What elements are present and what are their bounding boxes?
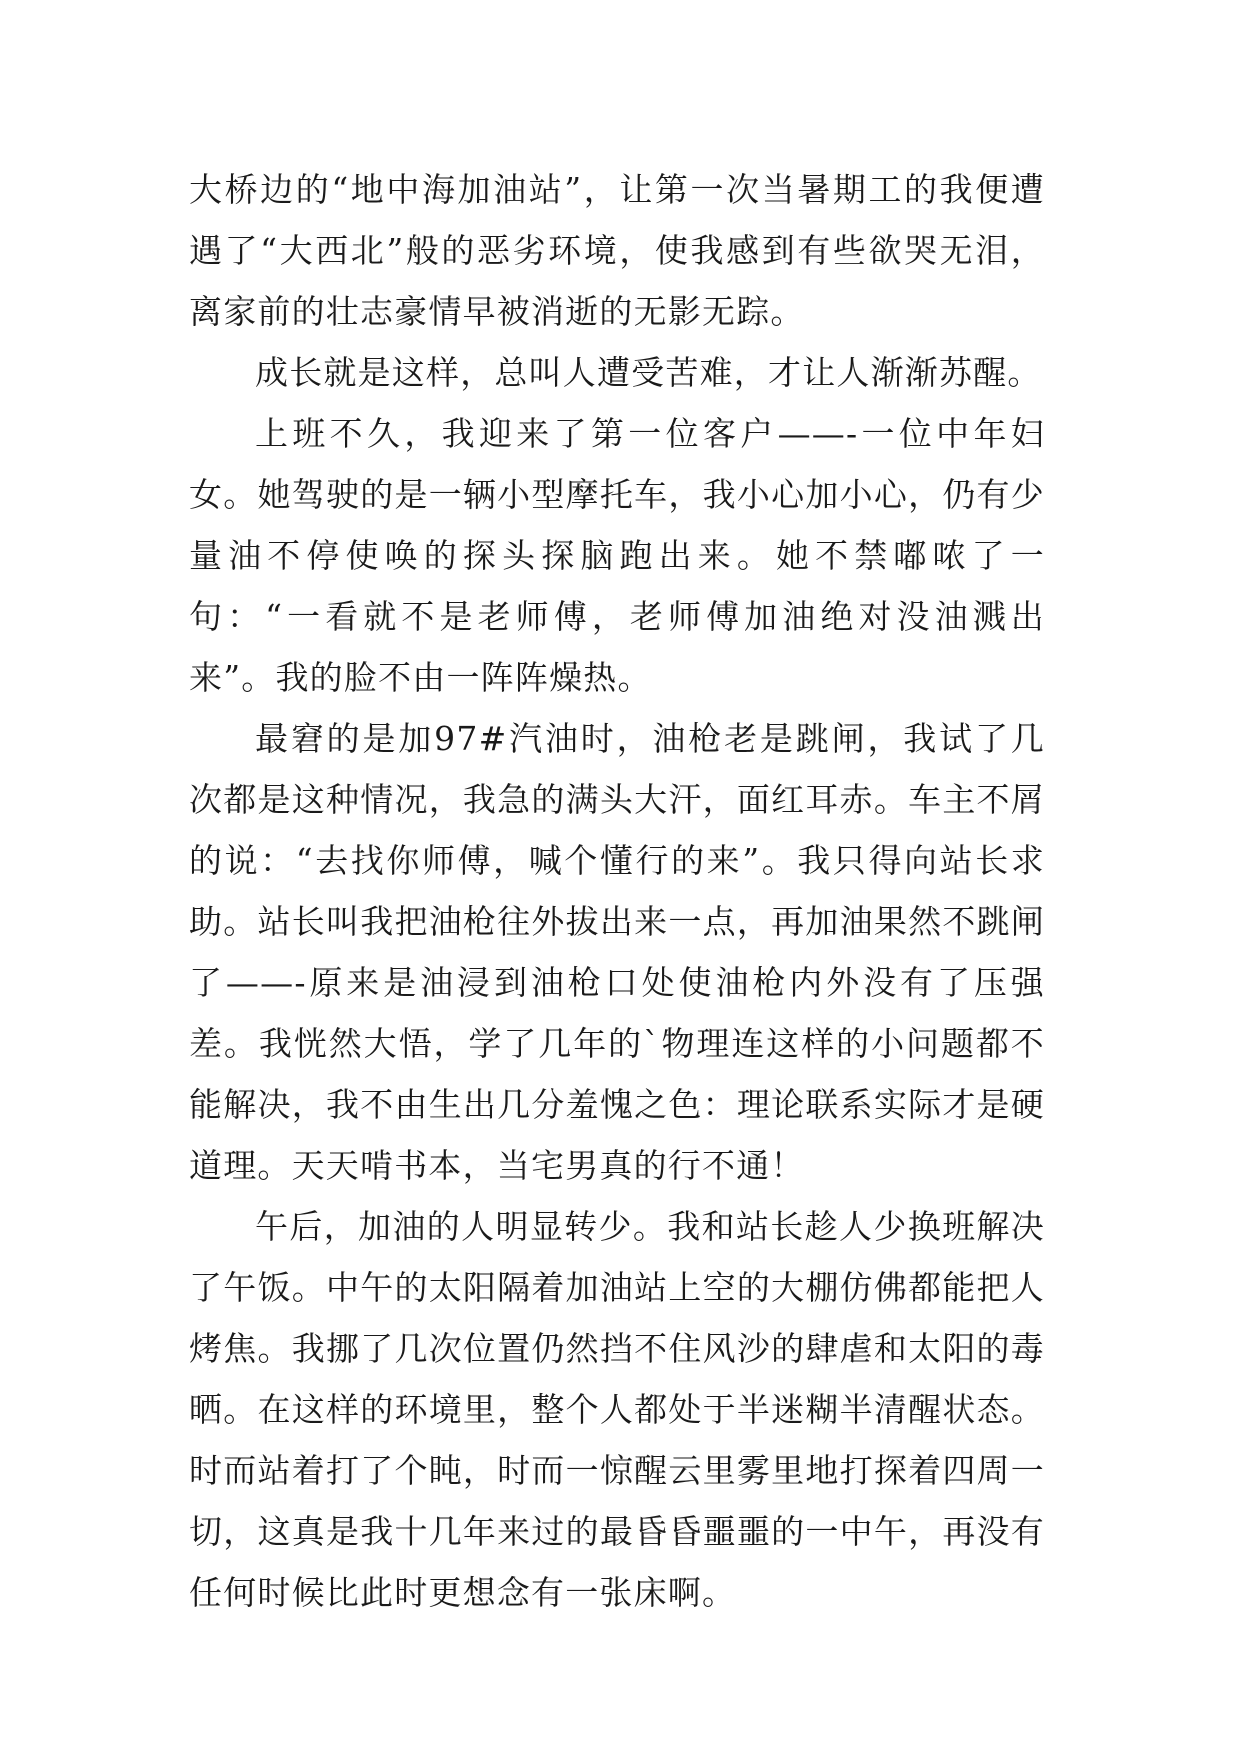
paragraph-3: 上班不久，我迎来了第一位客户——-一位中年妇女。她驾驶的是一辆小型摩托车，我小心加小心，仍有少量油不停使唤的探头探脑跑出来。她不禁嘟哝了一句：“一看就不是老师傅，老师傅加油绝对没油溅出来”。我的脸不由一阵阵燥热。 (189, 414, 1045, 697)
paragraph-2: 成长就是这样，总叫人遭受苦难，才让人渐渐苏醒。 (255, 353, 1042, 392)
paragraph-1: 大桥边的“地中海加油站”，让第一次当暑期工的我便遭遇了“大西北”般的恶劣环境，使我感到有些欲哭无泪，离家前的壮志豪情早被消逝的无影无踪。 (189, 170, 1045, 331)
article-body (189, 159, 1045, 1623)
paragraph-4: 最窘的是加97#汽油时，油枪老是跳闸，我试了几次都是这种情况，我急的满头大汗，面红耳赤。车主不屑的说：“去找你师傅，喊个懂行的来”。我只得向站长求助。站长叫我把油枪往外拔出来一点，再加油果然不跳闸了——-原来是油浸到油枪口处使油枪内外没有了压强差。我恍然大悟，学了几年的`物理连这样的小问题都不能解决，我不由生出几分羞愧之色：理论联系实际才是硬道理。天天啃书本，当宅男真的行不通！ (189, 719, 1045, 1185)
paragraph-5: 午后，加油的人明显转少。我和站长趁人少换班解决了午饭。中午的太阳隔着加油站上空的大棚仿佛都能把人烤焦。我挪了几次位置仍然挡不住风沙的肆虐和太阳的毒晒。在这样的环境里，整个人都处于半迷糊半清醒状态。时而站着打了个盹，时而一惊醒云里雾里地打探着四周一切，这真是我十几年来过的最昏昏噩噩的一中午，再没有任何时候比此时更想念有一张床啊。 (189, 1207, 1045, 1612)
